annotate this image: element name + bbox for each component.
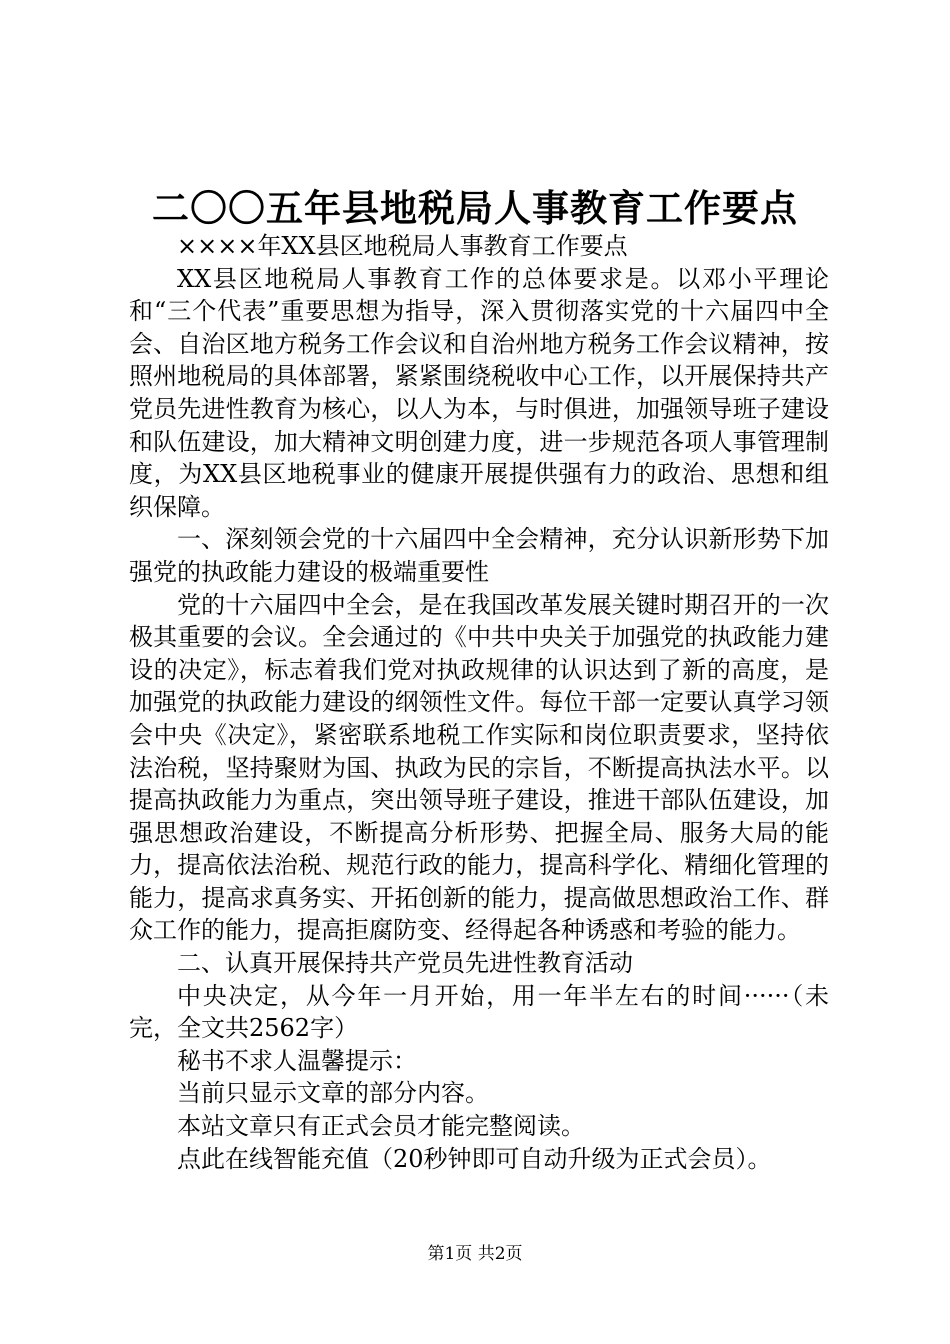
notice-members-only: 本站文章只有正式会员才能完整阅读。 xyxy=(177,1112,585,1141)
document-title: 二〇〇五年县地税局人事教育工作要点 xyxy=(152,186,798,230)
notice-partial-content: 当前只显示文章的部分内容。 xyxy=(177,1079,489,1108)
paragraph-section-two-excerpt: 中央决定，从今年一月开始，用一年半左右的时间······（未完，全文共2562字） xyxy=(129,981,829,1043)
section-heading-two: 二、认真开展保持共产党员先进性教育活动 xyxy=(177,949,633,978)
document-body xyxy=(129,230,829,1175)
paragraph-section-one: 党的十六届四中全会，是在我国改革发展关键时期召开的一次极其重要的会议。全会通过的《中共中央关于加强党的执政能力建设的决定》，标志着我们党对执政规律的认识达到了新的高度，是加强党的执政能力建设的纲领性文件。每位干部一定要认真学习领会中央《决定》，紧密联系地税工作实际和岗位职责要求，坚持依法治税，坚持聚财为国、执政为民的宗旨，不断提高执法水平。以提高执政能力为重点，突出领导班子建设，推进干部队伍建设，加强思想政治建设，不断提高分析形势、把握全局、服务大局的能力，提高依法治税、规范行政的能力，提高科学化、精细化管理的能力，提高求真务实、开拓创新的能力，提高做思想政治工作、群众工作的能力，提高拒腐防变、经得起各种诱惑和考验的能力。 xyxy=(129,590,829,945)
notice-title: 秘书不求人温馨提示： xyxy=(177,1046,417,1075)
section-heading-one: 一、深刻领会党的十六届四中全会精神，充分认识新形势下加强党的执政能力建设的极端重要性 xyxy=(129,525,829,586)
paragraph-heading: ××××年XX县区地税局人事教育工作要点 xyxy=(177,232,628,260)
recharge-link[interactable]: 点此在线智能充值（20秒钟即可自动升级为正式会员）。 xyxy=(177,1144,772,1173)
paragraph-summary: XX县区地税局人事教育工作的总体要求是。以邓小平理论和“三个代表”重要思想为指导，深入贯彻落实党的十六届四中全会、自治区地方税务工作会议和自治州地方税务工作会议精神，按照州地税局的具体部署，紧紧围绕税收中心工作，以开展保持共产党员先进性教育为核心，以人为本，与时俱进，加强领导班子建设和队伍建设，加大精神文明创建力度，进一步规范各项人事管理制度，为XX县区地税事业的健康开展提供强有力的政治、思想和组织保障。 xyxy=(129,264,829,521)
page-number: 第1页 共2页 xyxy=(427,1244,523,1264)
